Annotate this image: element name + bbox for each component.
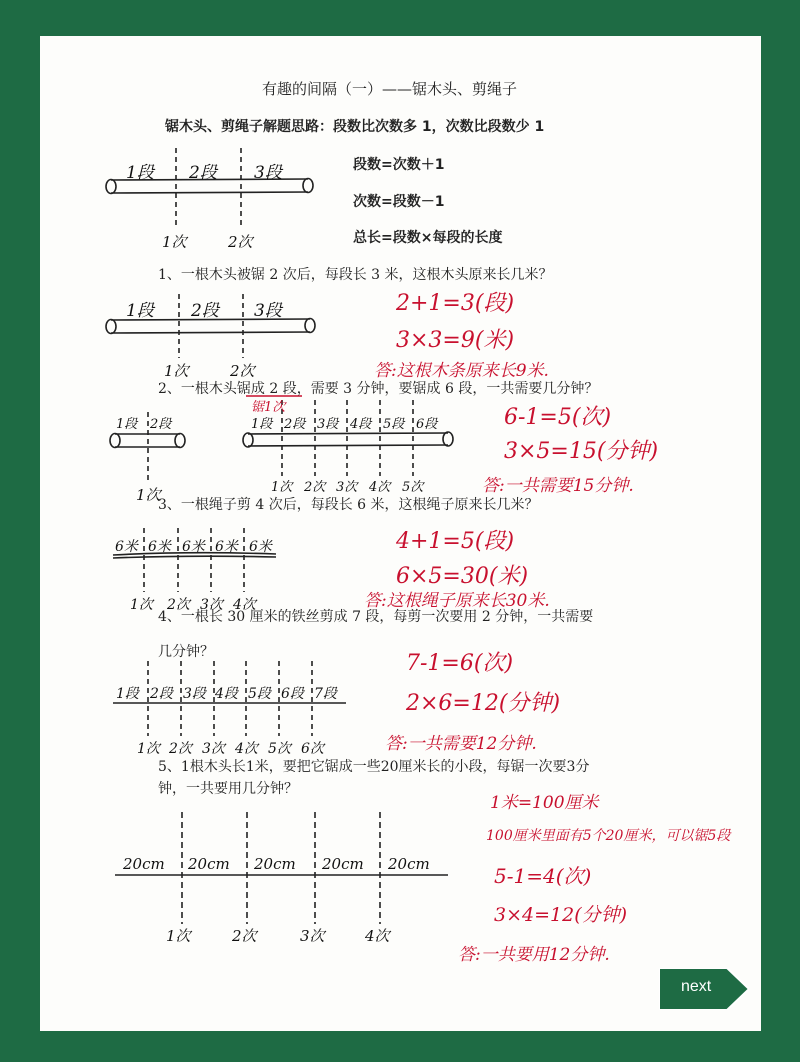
q5-seg-label: 20cm bbox=[388, 855, 430, 873]
formula-total-length: 总长=段数×每段的长度 bbox=[353, 230, 503, 246]
q4-seg-label: 5段 bbox=[248, 686, 271, 702]
q4-cut-label: 3次 bbox=[202, 741, 225, 757]
q2-cut-label: 2次 bbox=[304, 480, 326, 495]
q2-cut-label: 4次 bbox=[369, 480, 391, 495]
q4-seg-label: 7段 bbox=[314, 686, 337, 702]
page-title: 有趣的间隔（一）——锯木头、剪绳子 bbox=[262, 80, 518, 98]
q4-seg-label: 3段 bbox=[183, 686, 206, 702]
formula-cuts: 次数=段数－1 bbox=[353, 194, 445, 210]
q2-small-cut-label: 1次 bbox=[136, 486, 161, 504]
q2-work-step: 3×5=15(分钟) bbox=[504, 439, 659, 464]
q1-work-step: 3×3=9(米) bbox=[396, 328, 515, 353]
q4-cut-label: 5次 bbox=[268, 741, 291, 757]
q3-cut-label: 2次 bbox=[167, 597, 190, 613]
q3-seg-label: 6米 bbox=[148, 539, 171, 555]
q5-text-cont: 钟，一共要用几分钟？ bbox=[158, 781, 298, 797]
q5-seg-label: 20cm bbox=[254, 855, 296, 873]
q4-seg-label: 4段 bbox=[215, 686, 238, 702]
q4-seg-label: 2段 bbox=[150, 686, 173, 702]
q3-seg-label: 6米 bbox=[115, 539, 138, 555]
q5-cut-label: 1次 bbox=[166, 927, 191, 945]
formula-segments: 段数=次数＋1 bbox=[353, 157, 445, 173]
q5-answer: 答:一共要用12分钟. bbox=[458, 945, 610, 965]
q2-cut-label: 5次 bbox=[402, 480, 424, 495]
q2-seg-label: 2段 bbox=[284, 417, 306, 432]
next-button-label: next bbox=[681, 978, 712, 995]
q3-text: 3、一根绳子剪 4 次后，每段长 6 米，这根绳子原来长几米？ bbox=[158, 497, 539, 513]
q3-seg-label: 6米 bbox=[249, 539, 272, 555]
q2-cut-label: 1次 bbox=[271, 480, 293, 495]
q4-text-cont: 几分钟？ bbox=[158, 644, 214, 660]
q2-seg-label: 1段 bbox=[251, 417, 273, 432]
q4-cut-label: 2次 bbox=[169, 741, 192, 757]
q2-note: 锯1次 bbox=[251, 400, 286, 415]
q3-cut-label: 4次 bbox=[233, 597, 256, 613]
q5-seg-label: 20cm bbox=[322, 855, 364, 873]
q1-answer: 答:这根木条原来长9米. bbox=[374, 361, 549, 381]
q1-seg-label: 2段 bbox=[191, 301, 219, 321]
q5-text: 5、1根木头长1米，要把它锯成一些20厘米长的小段，每锯一次要3分 bbox=[158, 759, 590, 775]
q2-seg-label: 6段 bbox=[416, 417, 438, 432]
q5-work-step: 3×4=12(分钟) bbox=[494, 904, 628, 926]
q3-seg-label: 6米 bbox=[182, 539, 205, 555]
q2-seg-label: 3段 bbox=[317, 417, 339, 432]
intro-heading: 锯木头、剪绳子解题思路：段数比次数多 1，次数比段数少 1 bbox=[165, 119, 545, 135]
q3-cut-label: 3次 bbox=[200, 597, 223, 613]
intro-seg-label: 1段 bbox=[126, 163, 154, 183]
q4-answer: 答:一共需要12分钟. bbox=[385, 734, 537, 754]
q1-cut-label: 2次 bbox=[230, 362, 255, 380]
q2-seg-label: 5段 bbox=[383, 417, 405, 432]
q5-work-step: 100厘米里面有5个20厘米，可以锯5段 bbox=[486, 828, 731, 844]
q4-cut-label: 1次 bbox=[137, 741, 160, 757]
q5-cut-label: 3次 bbox=[300, 927, 325, 945]
q2-text: 2、一根木头锯成 2 段，需要 3 分钟，要锯成 6 段，一共需要几分钟？ bbox=[158, 381, 599, 397]
q2-seg-label: 4段 bbox=[350, 417, 372, 432]
worksheet-page bbox=[40, 36, 761, 1031]
q1-seg-label: 3段 bbox=[254, 301, 282, 321]
q5-cut-label: 4次 bbox=[365, 927, 390, 945]
q5-seg-label: 20cm bbox=[123, 855, 165, 873]
q2-answer: 答:一共需要15分钟. bbox=[482, 476, 634, 496]
intro-cut-label: 2次 bbox=[228, 233, 253, 251]
next-button[interactable] bbox=[659, 968, 749, 1010]
q5-work-step: 5-1=4(次) bbox=[494, 864, 592, 888]
intro-seg-label: 2段 bbox=[189, 163, 217, 183]
q4-seg-label: 1段 bbox=[116, 686, 139, 702]
q4-cut-label: 4次 bbox=[235, 741, 258, 757]
q2-cut-label: 3次 bbox=[336, 480, 358, 495]
q4-work-step: 7-1=6(次) bbox=[406, 651, 514, 676]
q4-work-step: 2×6=12(分钟) bbox=[406, 691, 561, 716]
q4-seg-label: 6段 bbox=[281, 686, 304, 702]
q5-cut-label: 2次 bbox=[232, 927, 257, 945]
q4-cut-label: 6次 bbox=[301, 741, 324, 757]
q2-small-seg-label: 2段 bbox=[150, 417, 172, 432]
q4-text: 4、一根长 30 厘米的铁丝剪成 7 段，每剪一次要用 2 分钟，一共需要 bbox=[158, 609, 594, 625]
q3-seg-label: 6米 bbox=[215, 539, 238, 555]
q5-seg-label: 20cm bbox=[188, 855, 230, 873]
q5-work-step: 1米=100厘米 bbox=[490, 793, 599, 813]
q2-small-seg-label: 1段 bbox=[116, 417, 138, 432]
q3-work-step: 6×5=30(米) bbox=[396, 564, 529, 589]
q1-cut-label: 1次 bbox=[164, 362, 189, 380]
q3-work-step: 4+1=5(段) bbox=[396, 529, 515, 554]
q3-cut-label: 1次 bbox=[130, 597, 153, 613]
q1-seg-label: 1段 bbox=[126, 301, 154, 321]
q3-answer: 答:这根绳子原来长30米. bbox=[364, 591, 550, 611]
intro-seg-label: 3段 bbox=[254, 163, 282, 183]
q2-work-step: 6-1=5(次) bbox=[504, 405, 612, 430]
q1-work-step: 2+1=3(段) bbox=[396, 291, 515, 316]
q1-text: 1、一根木头被锯 2 次后，每段长 3 米，这根木头原来长几米？ bbox=[158, 267, 553, 283]
intro-cut-label: 1次 bbox=[162, 233, 187, 251]
